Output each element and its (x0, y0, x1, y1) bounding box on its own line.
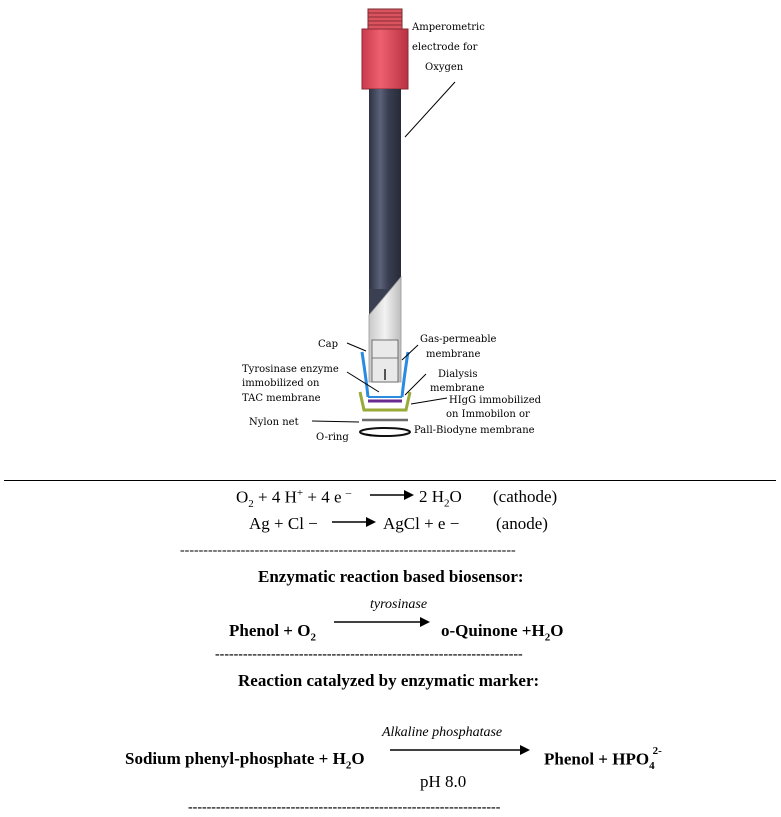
reaction1-arrow (332, 615, 432, 629)
reaction2-reactants: Sodium phenyl-phosphate + $H_2O$ (125, 749, 365, 772)
dashed-separator-2: ------------------------------------------------------------------ (215, 647, 523, 662)
anode-label: (anode) (496, 514, 548, 533)
reaction2-arrow (388, 743, 532, 757)
enzymatic-title: Enzymatic reaction based biosensor: (258, 567, 524, 586)
marker-title: Reaction catalyzed by enzymatic marker: (238, 671, 540, 690)
label-tyrosinase: Tyrosinase enzyme immobilized on TAC membrane (242, 364, 339, 404)
cathode-equation: $O_2 + 4$ H+ + 4 e – (236, 487, 352, 511)
phosphatase-label: Alkaline phosphatase (382, 725, 503, 740)
label-gas-membrane: Gas-permeable membrane (420, 334, 497, 360)
anode-product: AgCl + e − (383, 514, 460, 533)
dashed-separator-3: ------------------------------------------------------------------- (188, 800, 501, 815)
reaction1-reactants: Phenol + $O_2$ (229, 621, 316, 644)
anode-arrow (330, 515, 378, 529)
label-higg: HIgG immobilized on Immobilon or (446, 395, 542, 420)
reaction1-products: o-Quinone $+H_2O$ (441, 621, 564, 644)
label-dialysis: Dialysis membrane (430, 369, 485, 394)
label-nylon: Nylon net (249, 417, 299, 428)
cathode-arrow (368, 488, 416, 502)
label-cap: Cap (318, 339, 339, 350)
section-divider (4, 480, 776, 481)
electrode-head (362, 29, 408, 89)
cathode-product: 2 $H_2O$ (419, 487, 462, 510)
reaction2-products: Phenol + $HPO_4^{2-}$ (544, 745, 662, 773)
tyrosinase-label: tyrosinase (370, 597, 428, 612)
electrode-shaft (369, 89, 401, 289)
electrode-thread (368, 9, 402, 31)
anode-equation: Ag + Cl − (249, 514, 318, 533)
label-pall: Pall-Biodyne membrane (414, 425, 535, 436)
label-electrode: Amperometric electrode for Oxygen (412, 22, 485, 73)
label-oring: O-ring (316, 432, 349, 443)
cathode-label: (cathode) (493, 487, 558, 506)
dashed-separator-1: ------------------------------------------------------------------------ (180, 543, 516, 558)
ph-condition: pH 8.0 (420, 772, 467, 791)
o-ring (360, 428, 410, 436)
